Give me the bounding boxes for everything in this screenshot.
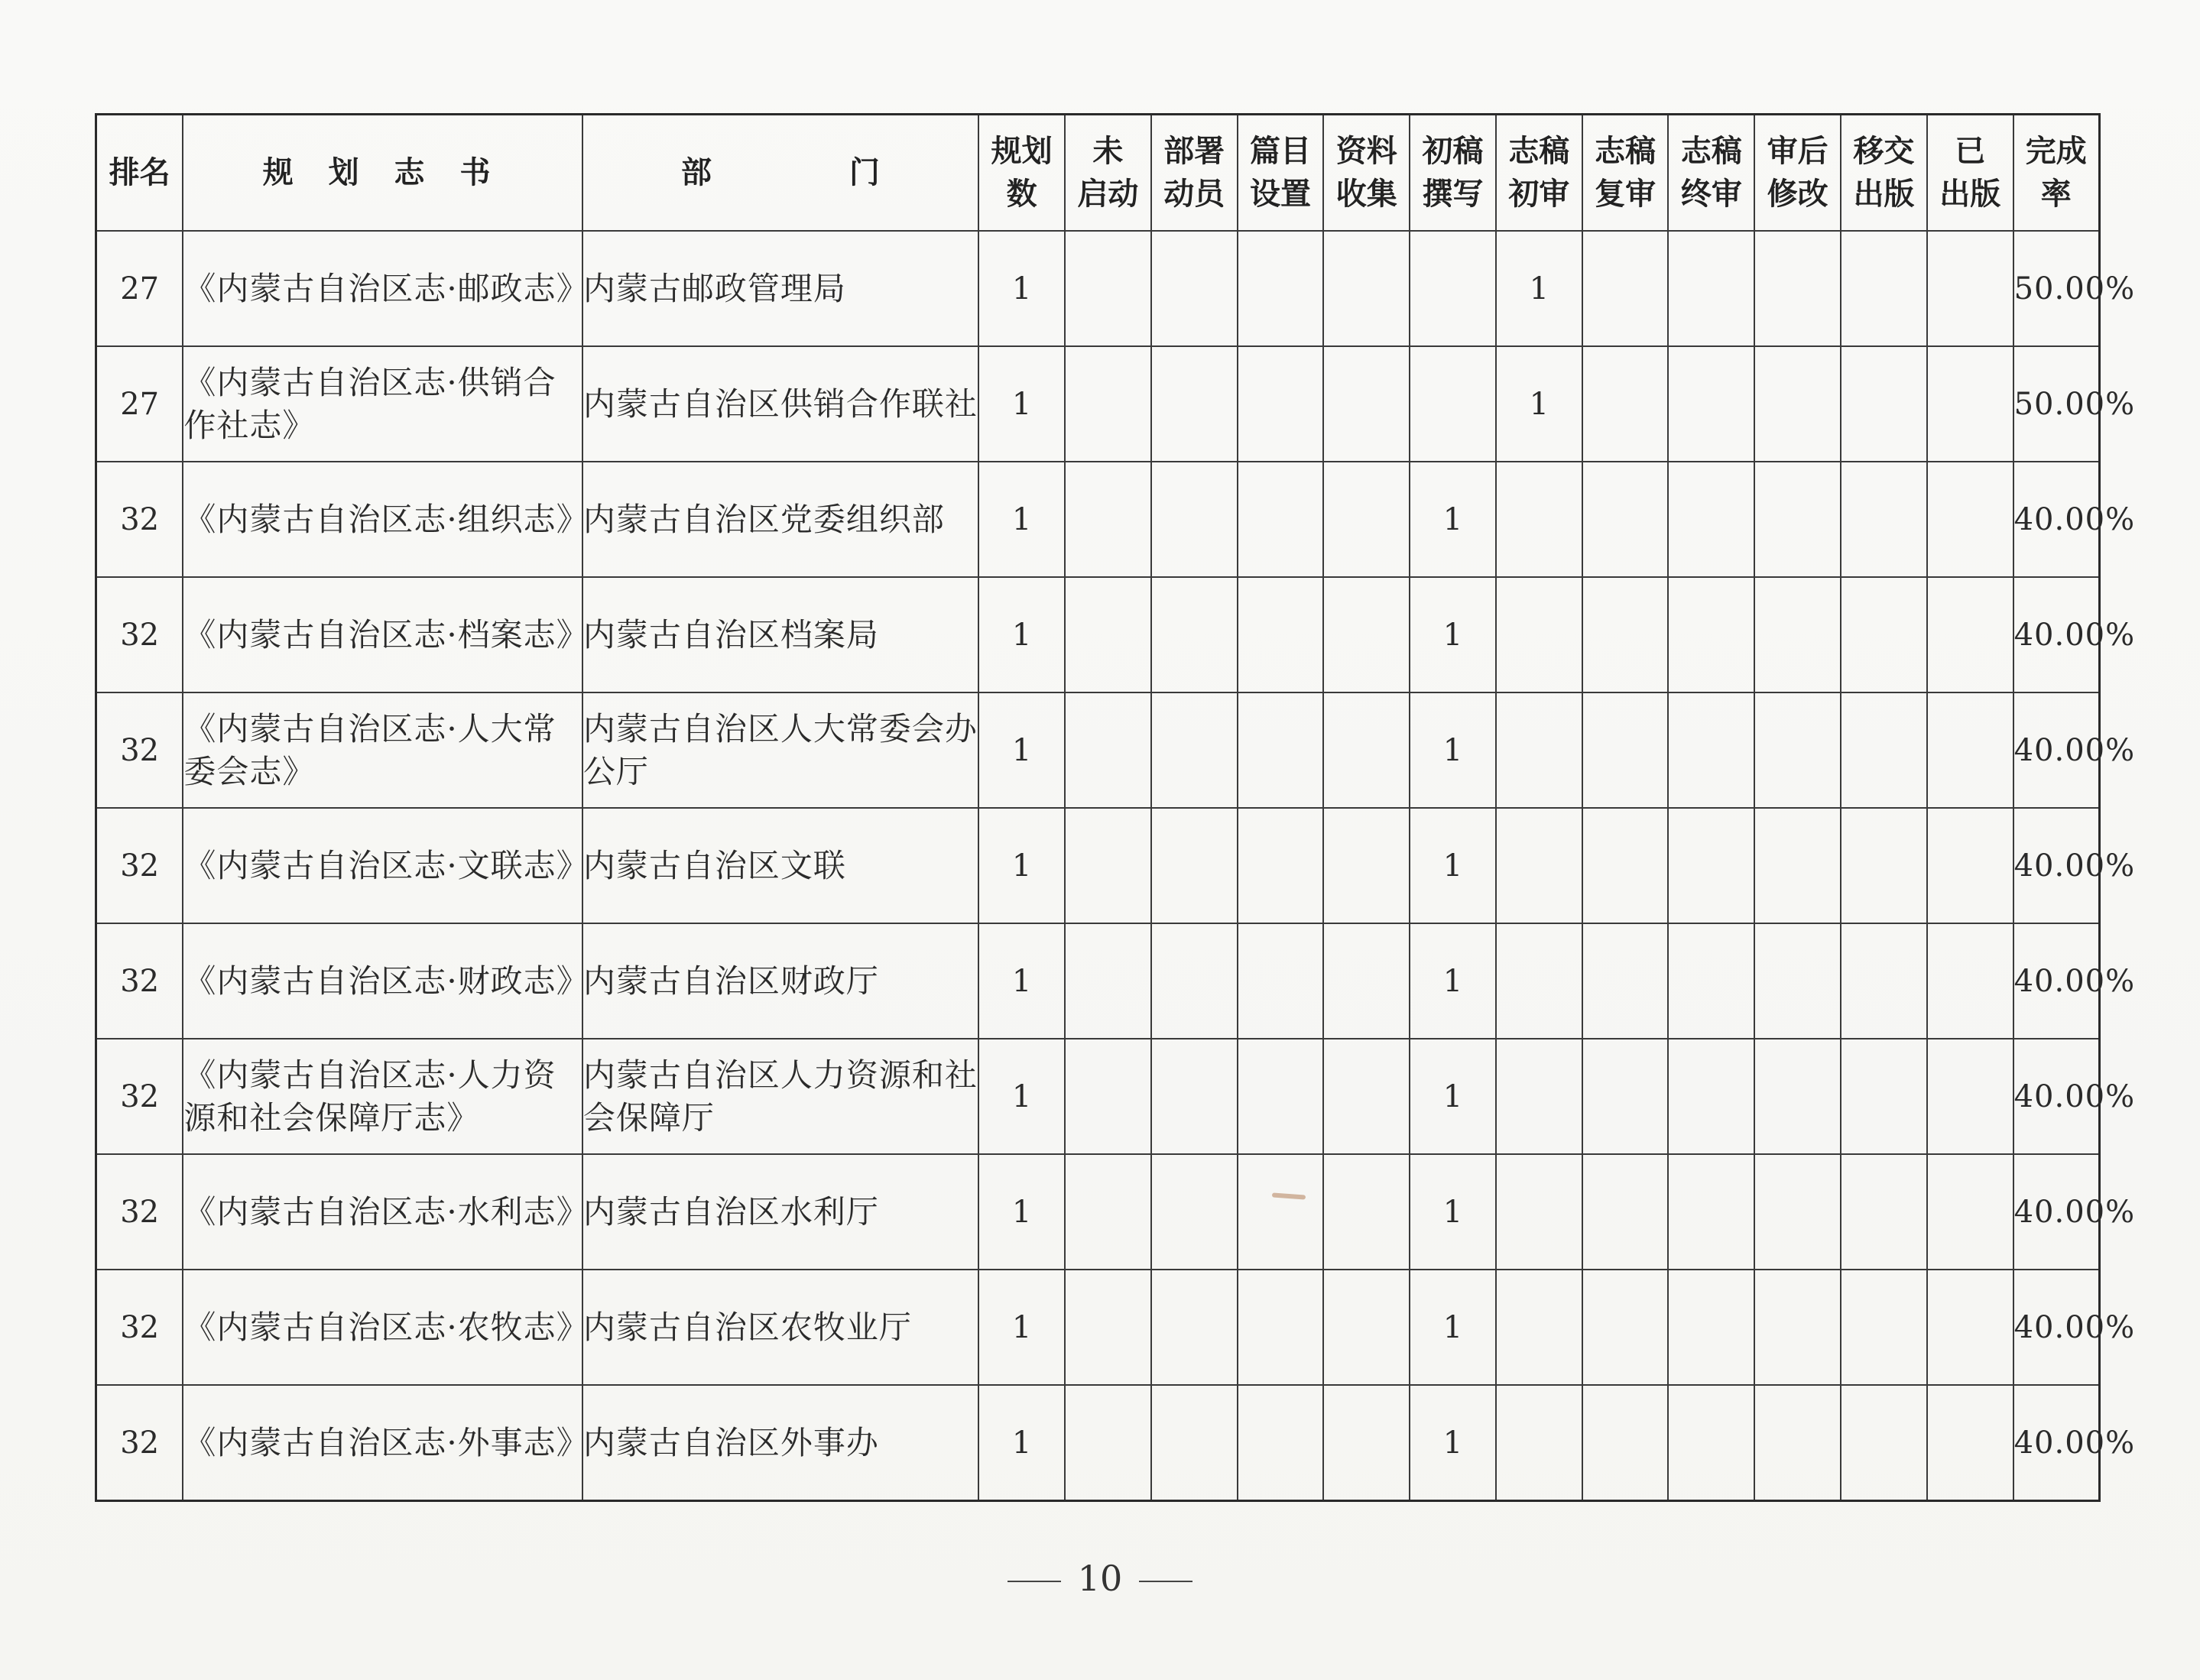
cell-second-review	[1582, 577, 1669, 692]
cell-published	[1927, 692, 2013, 808]
cell-second-review	[1582, 1385, 1669, 1501]
cell-materials	[1323, 1270, 1410, 1385]
cell-final-review	[1668, 1154, 1754, 1270]
header-department-right: 门	[849, 155, 881, 190]
cell-not-started	[1065, 1154, 1151, 1270]
cell-deploy	[1151, 577, 1238, 692]
cell-not-started	[1065, 577, 1151, 692]
cell-transfer	[1841, 1039, 1927, 1154]
cell-deploy	[1151, 231, 1238, 346]
cell-published	[1927, 1154, 2013, 1270]
cell-planned: 1	[978, 462, 1065, 577]
cell-revise	[1754, 231, 1841, 346]
cell-deploy	[1151, 923, 1238, 1039]
cell-deploy	[1151, 1385, 1238, 1501]
cell-outline	[1238, 577, 1324, 692]
cell-first-review: 1	[1496, 346, 1582, 462]
cell-transfer	[1841, 577, 1927, 692]
cell-first-review	[1496, 808, 1582, 923]
cell-not-started	[1065, 808, 1151, 923]
cell-outline	[1238, 808, 1324, 923]
cell-completion: 40.00%	[2013, 1270, 2100, 1385]
cell-revise	[1754, 346, 1841, 462]
cell-final-review	[1668, 577, 1754, 692]
table-row	[96, 808, 2100, 923]
cell-planned: 1	[978, 577, 1065, 692]
cell-published	[1927, 577, 2013, 692]
table-row	[96, 923, 2100, 1039]
cell-title: 《内蒙古自治区志·组织志》	[183, 462, 582, 577]
table-row	[96, 346, 2100, 462]
cell-title: 《内蒙古自治区志·水利志》	[183, 1154, 582, 1270]
table-body	[96, 231, 2136, 1501]
header-department-left: 部	[681, 155, 712, 190]
cell-materials	[1323, 923, 1410, 1039]
cell-department: 内蒙古自治区水利厅	[582, 1154, 978, 1270]
cell-second-review	[1582, 462, 1669, 577]
cell-published	[1927, 462, 2013, 577]
cell-final-review	[1668, 808, 1754, 923]
cell-outline	[1238, 462, 1324, 577]
header-materials: 资料 收集	[1323, 115, 1410, 232]
cell-final-review	[1668, 1039, 1754, 1154]
table-row	[96, 231, 2100, 346]
cell-rank: 27	[96, 346, 183, 462]
cell-draft: 1	[1410, 1270, 1496, 1385]
table-row	[96, 577, 2100, 692]
cell-second-review	[1582, 346, 1669, 462]
cell-planned: 1	[978, 1039, 1065, 1154]
header-title: 规 划 志 书	[183, 115, 582, 232]
cell-completion: 40.00%	[2013, 1039, 2100, 1154]
cell-planned: 1	[978, 923, 1065, 1039]
cell-revise	[1754, 1154, 1841, 1270]
cell-final-review	[1668, 1385, 1754, 1501]
header-final-review: 志稿 终审	[1668, 115, 1754, 232]
cell-first-review	[1496, 1270, 1582, 1385]
cell-outline	[1238, 692, 1324, 808]
cell-first-review	[1496, 1039, 1582, 1154]
cell-completion: 40.00%	[2013, 1385, 2100, 1501]
cell-completion: 40.00%	[2013, 1154, 2100, 1270]
cell-completion: 40.00%	[2013, 923, 2100, 1039]
cell-first-review	[1496, 577, 1582, 692]
cell-draft: 1	[1410, 462, 1496, 577]
table-row	[96, 462, 2100, 577]
cell-materials	[1323, 808, 1410, 923]
cell-planned: 1	[978, 346, 1065, 462]
table-row	[96, 1154, 2100, 1270]
cell-second-review	[1582, 1270, 1669, 1385]
cell-second-review	[1582, 808, 1669, 923]
cell-rank: 32	[96, 462, 183, 577]
header-first-review: 志稿 初审	[1496, 115, 1582, 232]
cell-outline	[1238, 923, 1324, 1039]
page-number-dash-left	[1008, 1581, 1061, 1582]
cell-revise	[1754, 577, 1841, 692]
cell-department: 内蒙古自治区档案局	[582, 577, 978, 692]
cell-rank: 32	[96, 923, 183, 1039]
cell-department: 内蒙古自治区农牧业厅	[582, 1270, 978, 1385]
cell-revise	[1754, 462, 1841, 577]
cell-second-review	[1582, 1154, 1669, 1270]
page-number	[0, 1558, 2200, 1599]
cell-department: 内蒙古邮政管理局	[582, 231, 978, 346]
cell-rank: 32	[96, 808, 183, 923]
cell-outline	[1238, 1385, 1324, 1501]
cell-draft	[1410, 231, 1496, 346]
cell-revise	[1754, 1385, 1841, 1501]
cell-outline	[1238, 1270, 1324, 1385]
cell-final-review	[1668, 692, 1754, 808]
cell-materials	[1323, 1039, 1410, 1154]
cell-transfer	[1841, 1385, 1927, 1501]
cell-title: 《内蒙古自治区志·供销合作社志》	[183, 346, 582, 462]
cell-draft: 1	[1410, 808, 1496, 923]
cell-planned: 1	[978, 808, 1065, 923]
cell-second-review	[1582, 923, 1669, 1039]
page-number-dash-right	[1139, 1581, 1192, 1582]
cell-published	[1927, 1270, 2013, 1385]
header-deploy: 部署 动员	[1151, 115, 1238, 232]
cell-title: 《内蒙古自治区志·人大常委会志》	[183, 692, 582, 808]
cell-completion: 40.00%	[2013, 577, 2100, 692]
cell-revise	[1754, 1039, 1841, 1154]
cell-completion: 40.00%	[2013, 808, 2100, 923]
cell-final-review	[1668, 1270, 1754, 1385]
table-row	[96, 1270, 2100, 1385]
cell-planned: 1	[978, 1154, 1065, 1270]
cell-completion: 40.00%	[2013, 462, 2100, 577]
cell-published	[1927, 346, 2013, 462]
header-revise: 审后 修改	[1754, 115, 1841, 232]
cell-rank: 32	[96, 1385, 183, 1501]
header-rank: 排名	[96, 115, 183, 232]
cell-first-review: 1	[1496, 231, 1582, 346]
cell-title: 《内蒙古自治区志·外事志》	[183, 1385, 582, 1501]
cell-deploy	[1151, 1270, 1238, 1385]
cell-department: 内蒙古自治区党委组织部	[582, 462, 978, 577]
cell-transfer	[1841, 923, 1927, 1039]
cell-second-review	[1582, 1039, 1669, 1154]
cell-materials	[1323, 346, 1410, 462]
cell-draft: 1	[1410, 923, 1496, 1039]
header-draft: 初稿 撰写	[1410, 115, 1496, 232]
cell-rank: 32	[96, 1154, 183, 1270]
cell-first-review	[1496, 692, 1582, 808]
cell-completion: 50.00%	[2013, 346, 2100, 462]
cell-title: 《内蒙古自治区志·文联志》	[183, 808, 582, 923]
cell-title: 《内蒙古自治区志·农牧志》	[183, 1270, 582, 1385]
header-second-review: 志稿 复审	[1582, 115, 1669, 232]
cell-materials	[1323, 692, 1410, 808]
cell-deploy	[1151, 462, 1238, 577]
cell-department: 内蒙古自治区文联	[582, 808, 978, 923]
cell-outline	[1238, 231, 1324, 346]
cell-outline	[1238, 346, 1324, 462]
cell-draft: 1	[1410, 1385, 1496, 1501]
cell-transfer	[1841, 346, 1927, 462]
cell-deploy	[1151, 1154, 1238, 1270]
cell-published	[1927, 808, 2013, 923]
table-row	[96, 1039, 2100, 1154]
cell-title: 《内蒙古自治区志·档案志》	[183, 577, 582, 692]
cell-second-review	[1582, 231, 1669, 346]
cell-published	[1927, 231, 2013, 346]
cell-outline	[1238, 1154, 1324, 1270]
cell-revise	[1754, 808, 1841, 923]
cell-final-review	[1668, 462, 1754, 577]
cell-title: 《内蒙古自治区志·邮政志》	[183, 231, 582, 346]
cell-final-review	[1668, 231, 1754, 346]
cell-first-review	[1496, 923, 1582, 1039]
cell-revise	[1754, 692, 1841, 808]
header-published: 已 出版	[1927, 115, 2013, 232]
cell-department: 内蒙古自治区供销合作联社	[582, 346, 978, 462]
cell-transfer	[1841, 1270, 1927, 1385]
cell-draft	[1410, 346, 1496, 462]
cell-transfer	[1841, 231, 1927, 346]
cell-rank: 32	[96, 1270, 183, 1385]
header-row	[96, 115, 2100, 232]
page-number-value: 10	[1077, 1558, 1123, 1599]
cell-first-review	[1496, 1154, 1582, 1270]
cell-not-started	[1065, 1385, 1151, 1501]
cell-department: 内蒙古自治区外事办	[582, 1385, 978, 1501]
table-header	[96, 115, 2100, 232]
cell-department: 内蒙古自治区人大常委会办公厅	[582, 692, 978, 808]
cell-transfer	[1841, 808, 1927, 923]
cell-second-review	[1582, 692, 1669, 808]
cell-not-started	[1065, 346, 1151, 462]
cell-completion: 50.00%	[2013, 231, 2100, 346]
cell-materials	[1323, 1385, 1410, 1501]
cell-draft: 1	[1410, 577, 1496, 692]
cell-department: 内蒙古自治区人力资源和社会保障厅	[582, 1039, 978, 1154]
cell-draft: 1	[1410, 1154, 1496, 1270]
cell-materials	[1323, 231, 1410, 346]
cell-planned: 1	[978, 1270, 1065, 1385]
cell-rank: 27	[96, 231, 183, 346]
cell-rank: 32	[96, 1039, 183, 1154]
cell-published	[1927, 1385, 2013, 1501]
table-row	[96, 1385, 2100, 1501]
header-not-started: 未 启动	[1065, 115, 1151, 232]
cell-transfer	[1841, 1154, 1927, 1270]
cell-deploy	[1151, 808, 1238, 923]
progress-table	[95, 113, 2136, 1502]
cell-published	[1927, 1039, 2013, 1154]
header-department	[582, 115, 978, 232]
cell-final-review	[1668, 923, 1754, 1039]
header-transfer: 移交 出版	[1841, 115, 1927, 232]
cell-planned: 1	[978, 692, 1065, 808]
cell-published	[1927, 923, 2013, 1039]
cell-department: 内蒙古自治区财政厅	[582, 923, 978, 1039]
cell-final-review	[1668, 346, 1754, 462]
cell-first-review	[1496, 1385, 1582, 1501]
cell-not-started	[1065, 231, 1151, 346]
cell-planned: 1	[978, 231, 1065, 346]
cell-rank: 32	[96, 692, 183, 808]
cell-draft: 1	[1410, 1039, 1496, 1154]
cell-materials	[1323, 577, 1410, 692]
cell-materials	[1323, 1154, 1410, 1270]
header-completion: 完成率	[2013, 115, 2100, 232]
cell-transfer	[1841, 462, 1927, 577]
cell-materials	[1323, 462, 1410, 577]
cell-not-started	[1065, 462, 1151, 577]
cell-revise	[1754, 923, 1841, 1039]
cell-not-started	[1065, 692, 1151, 808]
cell-deploy	[1151, 692, 1238, 808]
cell-deploy	[1151, 1039, 1238, 1154]
header-outline: 篇目 设置	[1238, 115, 1324, 232]
cell-first-review	[1496, 462, 1582, 577]
cell-draft: 1	[1410, 692, 1496, 808]
table-row	[96, 692, 2100, 808]
cell-transfer	[1841, 692, 1927, 808]
header-planned: 规划 数	[978, 115, 1065, 232]
cell-not-started	[1065, 1039, 1151, 1154]
cell-not-started	[1065, 1270, 1151, 1385]
cell-not-started	[1065, 923, 1151, 1039]
cell-deploy	[1151, 346, 1238, 462]
cell-revise	[1754, 1270, 1841, 1385]
cell-title: 《内蒙古自治区志·人力资源和社会保障厅志》	[183, 1039, 582, 1154]
cell-planned: 1	[978, 1385, 1065, 1501]
cell-outline	[1238, 1039, 1324, 1154]
cell-title: 《内蒙古自治区志·财政志》	[183, 923, 582, 1039]
cell-completion: 40.00%	[2013, 692, 2100, 808]
cell-rank: 32	[96, 577, 183, 692]
